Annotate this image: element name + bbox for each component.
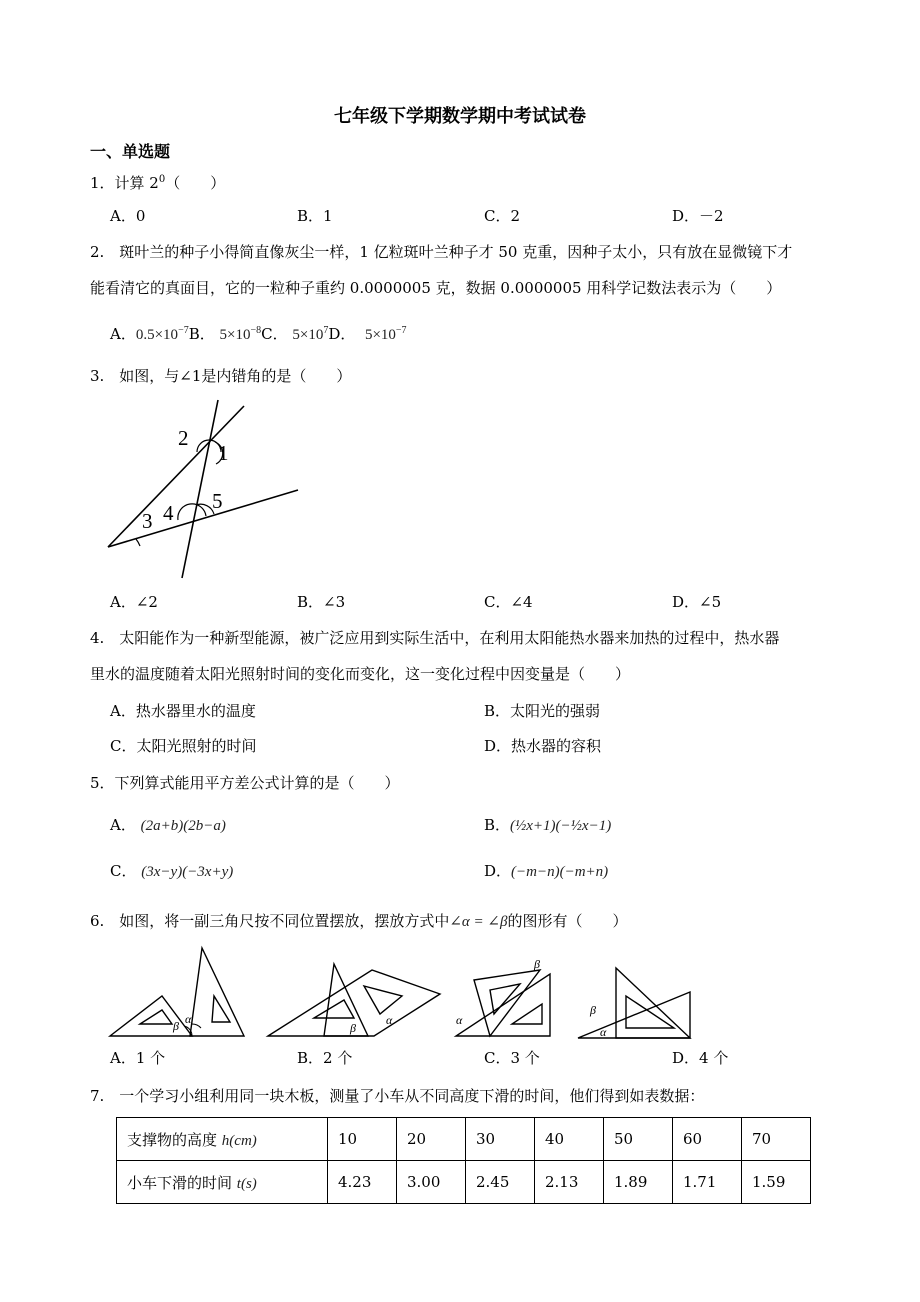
alpha-label: α [386, 1013, 393, 1027]
question-3: 3. 如图，与∠1是内错角的是（ ） [90, 367, 352, 385]
q4-option-a[interactable]: A．热水器里水的温度 [110, 702, 256, 720]
beta-label: β [173, 1019, 179, 1033]
q5-option-a[interactable]: A． (2a+b)(2b−a) [110, 816, 226, 834]
q3-option-c[interactable]: C．∠4 [484, 593, 533, 611]
q5-option-c[interactable]: C． (3x−y)(−3x+y) [110, 862, 234, 880]
question-6: 6. 如图，将一副三角尺按不同位置摆放，摆放方式中∠α = ∠β的图形有（ ） [90, 912, 628, 930]
q4-option-d[interactable]: D．热水器的容积 [484, 737, 602, 755]
q6-option-b[interactable]: B．2 个 [297, 1049, 353, 1067]
row-header: 小车下滑的时间 t(s) [117, 1161, 328, 1204]
question-4-line-1: 4. 太阳能作为一种新型能源，被广泛应用到实际生活中，在利用太阳能热水器来加热的过程中，热水器 [90, 629, 780, 647]
table-cell: 1.89 [604, 1161, 673, 1204]
q1-option-a[interactable]: A．0 [110, 207, 146, 225]
row-header: 支撑物的高度 h(cm) [117, 1118, 328, 1161]
table-cell: 2.13 [535, 1161, 604, 1204]
table-cell: 3.00 [397, 1161, 466, 1204]
angle-figure [106, 398, 300, 580]
table-row [117, 1161, 811, 1204]
question-2-line-1: 2. 斑叶兰的种子小得简直像灰尘一样，1 亿粒斑叶兰种子才 50 克重，因种子太小，只有放在显微镜下才 [90, 243, 793, 261]
alpha-label: α [456, 1013, 463, 1027]
triangle-figure-b [264, 960, 444, 1040]
data-table [116, 1117, 811, 1204]
table-cell: 40 [535, 1118, 604, 1161]
q4-option-b[interactable]: B．太阳光的强弱 [484, 702, 601, 720]
alpha-label: α [600, 1025, 607, 1039]
table-cell: 60 [673, 1118, 742, 1161]
q3-option-a[interactable]: A．∠2 [110, 593, 158, 611]
page-title: 七年级下学期数学期中考试试卷 [334, 106, 586, 127]
q3-option-b[interactable]: B．∠3 [297, 593, 346, 611]
question-5: 5．下列算式能用平方差公式计算的是（ ） [90, 774, 400, 792]
question-1: 1．计算 $2^0$（ ） [90, 174, 226, 192]
q1-option-c[interactable]: C．2 [484, 207, 521, 225]
table-cell: 50 [604, 1118, 673, 1161]
section-heading: 一、单选题 [90, 142, 171, 161]
q2-options[interactable]: A．$0.5\times 10^{-7}B$． $5\times 10^{-8}C$． $5\times 10^7D$． $5\times 10^{-7}$ [110, 325, 407, 343]
q5-option-b[interactable]: B．(½x+1)(−½x−1) [484, 816, 612, 834]
label-angle-4: 4 [163, 501, 174, 525]
table-row [117, 1118, 811, 1161]
q5-option-d[interactable]: D．(−m−n)(−m+n) [484, 862, 609, 880]
table-cell: 4.23 [328, 1161, 397, 1204]
q6-option-a[interactable]: A．1 个 [110, 1049, 166, 1067]
alpha-label: α [185, 1012, 192, 1026]
label-angle-2: 2 [178, 426, 189, 450]
label-angle-5: 5 [212, 489, 223, 513]
table-cell: 30 [466, 1118, 535, 1161]
triangle-figure-a [106, 944, 254, 1040]
label-angle-3: 3 [142, 509, 153, 533]
q6-option-d[interactable]: D．4 个 [672, 1049, 729, 1067]
question-7: 7. 一个学习小组利用同一块木板，测量了小车从不同高度下滑的时间，他们得到如表数据： [90, 1087, 705, 1105]
triangle-figure-c [450, 950, 560, 1040]
beta-label: β [534, 957, 540, 971]
table-cell: 20 [397, 1118, 466, 1161]
q6-option-c[interactable]: C．3 个 [484, 1049, 540, 1067]
beta-label: β [590, 1003, 596, 1017]
q4-option-c[interactable]: C．太阳光照射的时间 [110, 737, 257, 755]
q3-option-d[interactable]: D．∠5 [672, 593, 722, 611]
triangle-figure-d [574, 962, 694, 1042]
label-angle-1: 1 [218, 441, 229, 465]
table-cell: 1.59 [742, 1161, 811, 1204]
table-cell: 70 [742, 1118, 811, 1161]
question-4-line-2: 里水的温度随着太阳光照射时间的变化而变化，这一变化过程中因变量是（ ） [90, 665, 631, 683]
table-cell: 1.71 [673, 1161, 742, 1204]
beta-label: β [350, 1021, 356, 1035]
question-2-line-2: 能看清它的真面目，它的一粒种子重约 0.0000005 克，数据 0.0000005 用科学记数法表示为（ ） [90, 279, 782, 297]
q1-option-d[interactable]: D．－2 [672, 207, 724, 225]
q1-option-b[interactable]: B．1 [297, 207, 333, 225]
table-cell: 2.45 [466, 1161, 535, 1204]
table-cell: 10 [328, 1118, 397, 1161]
